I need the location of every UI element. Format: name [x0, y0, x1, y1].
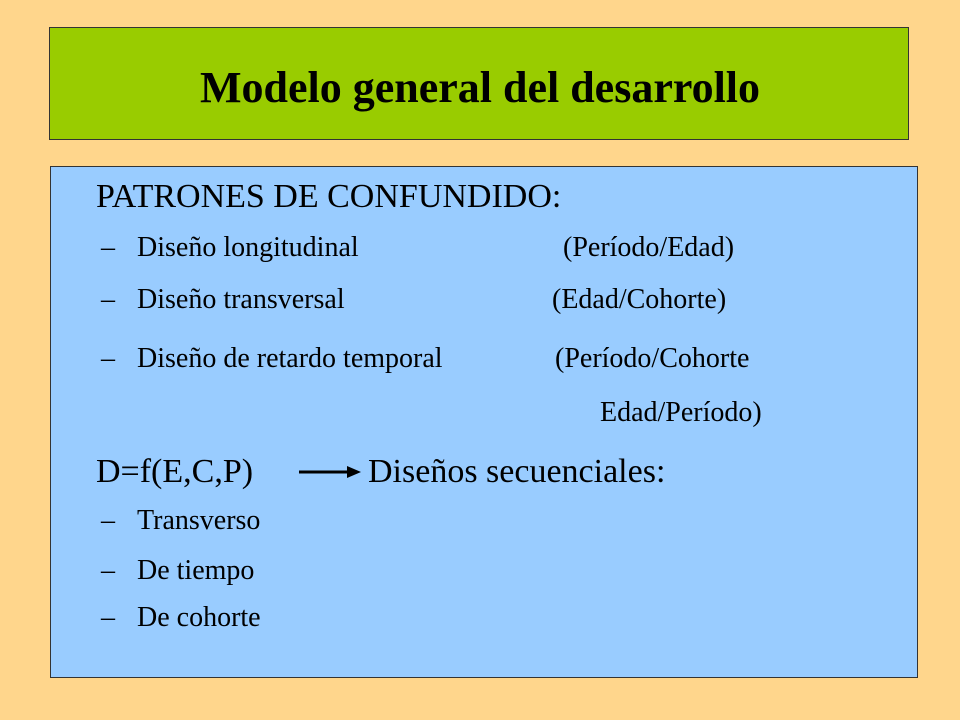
sequential-designs-label: Diseños secuenciales:	[368, 453, 666, 490]
right-arrow-icon	[299, 465, 361, 479]
list-dash: –	[101, 505, 115, 536]
list-dash: –	[101, 232, 115, 263]
list-item-detail: (Período/Cohorte	[555, 343, 750, 374]
list-item-text: Diseño transversal	[137, 284, 345, 315]
list-dash: –	[101, 602, 115, 633]
list-item-text: Diseño longitudinal	[137, 232, 359, 263]
list-item-detail: (Período/Edad)	[563, 232, 735, 263]
list-item-text: Transverso	[137, 505, 261, 536]
list-item-text: Diseño de retardo temporal	[137, 343, 443, 374]
section1-heading: PATRONES DE CONFUNDIDO:	[96, 178, 562, 215]
list-item-text: De tiempo	[137, 555, 255, 586]
list-dash: –	[101, 343, 115, 374]
list-dash: –	[101, 555, 115, 586]
list-item-text: De cohorte	[137, 602, 261, 633]
list-dash: –	[101, 284, 115, 315]
list-item-detail: (Edad/Cohorte)	[552, 284, 727, 315]
formula-text: D=f(E,C,P)	[96, 453, 254, 490]
slide-title: Modelo general del desarrollo	[199, 63, 761, 112]
list-item-continuation: Edad/Período)	[600, 397, 762, 428]
